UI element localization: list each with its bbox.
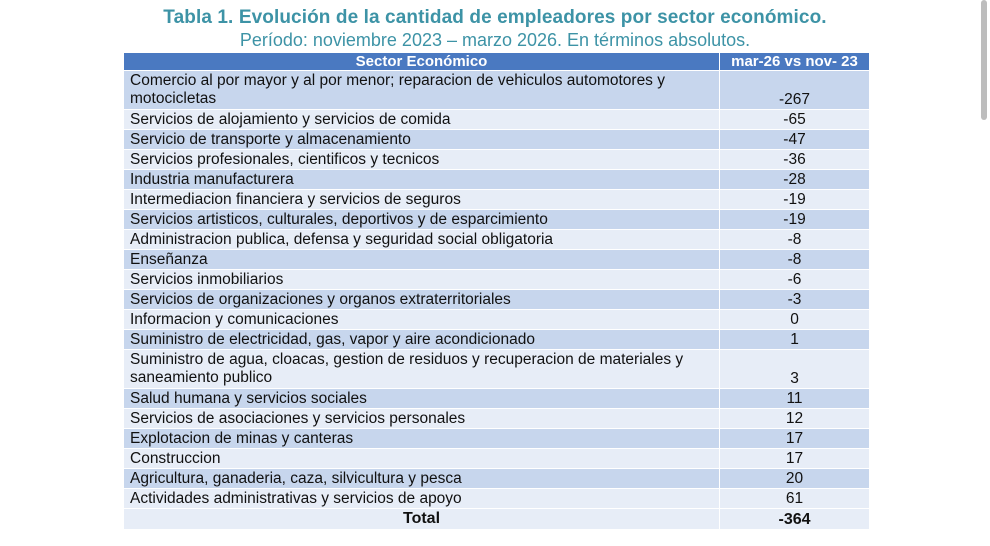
sector-cell: Industria manufacturera bbox=[124, 170, 720, 190]
sector-cell: Agricultura, ganaderia, caza, silvicultura y pesca bbox=[124, 469, 720, 489]
total-value: -364 bbox=[720, 509, 870, 530]
sector-cell: Servicio de transporte y almacenamiento bbox=[124, 130, 720, 150]
table-row bbox=[124, 210, 870, 230]
scrollbar-thumb[interactable] bbox=[981, 0, 987, 120]
table-header-row bbox=[124, 53, 870, 71]
sector-cell: Construccion bbox=[124, 449, 720, 469]
value-cell: 0 bbox=[720, 310, 870, 330]
value-cell: -3 bbox=[720, 290, 870, 310]
value-cell: -8 bbox=[720, 230, 870, 250]
value-cell: 17 bbox=[720, 449, 870, 469]
table-row bbox=[124, 409, 870, 429]
value-cell: 61 bbox=[720, 489, 870, 509]
table-title: Tabla 1. Evolución de la cantidad de empleadores por sector económico. bbox=[163, 7, 827, 28]
table-row bbox=[124, 230, 870, 250]
sector-cell: Servicios de asociaciones y servicios personales bbox=[124, 409, 720, 429]
sector-cell: Servicios de alojamiento y servicios de comida bbox=[124, 110, 720, 130]
table-row bbox=[124, 330, 870, 350]
table-row bbox=[124, 130, 870, 150]
table-row bbox=[124, 290, 870, 310]
sector-cell: Intermediacion financiera y servicios de seguros bbox=[124, 190, 720, 210]
table-subtitle: Período: noviembre 2023 – marzo 2026. En términos absolutos. bbox=[239, 30, 751, 50]
table-row bbox=[124, 190, 870, 210]
value-cell: -65 bbox=[720, 110, 870, 130]
sector-cell: Suministro de agua, cloacas, gestion de residuos y recuperacion de materiales y saneamiento publico bbox=[124, 350, 720, 389]
table-row bbox=[124, 110, 870, 130]
value-cell: 1 bbox=[720, 330, 870, 350]
sector-cell: Informacion y comunicaciones bbox=[124, 310, 720, 330]
table-row bbox=[124, 429, 870, 449]
table-row bbox=[124, 170, 870, 190]
table-row bbox=[124, 350, 870, 389]
sector-cell: Explotacion de minas y canteras bbox=[124, 429, 720, 449]
sector-cell: Servicios de organizaciones y organos extraterritoriales bbox=[124, 290, 720, 310]
value-cell: -19 bbox=[720, 190, 870, 210]
table-row bbox=[124, 389, 870, 409]
value-cell: 12 bbox=[720, 409, 870, 429]
table-body bbox=[124, 71, 870, 530]
table-row bbox=[124, 150, 870, 170]
value-cell: -28 bbox=[720, 170, 870, 190]
column-header-sector: Sector Económico bbox=[124, 53, 720, 71]
value-cell: 3 bbox=[720, 350, 870, 389]
sector-cell: Administracion publica, defensa y seguridad social obligatoria bbox=[124, 230, 720, 250]
sector-cell: Suministro de electricidad, gas, vapor y aire acondicionado bbox=[124, 330, 720, 350]
sector-cell: Servicios inmobiliarios bbox=[124, 270, 720, 290]
sector-cell: Comercio al por mayor y al por menor; reparacion de vehiculos automotores y motocicletas bbox=[124, 71, 720, 110]
value-cell: -6 bbox=[720, 270, 870, 290]
table-row bbox=[124, 270, 870, 290]
value-cell: -36 bbox=[720, 150, 870, 170]
sector-cell: Servicios profesionales, cientificos y tecnicos bbox=[124, 150, 720, 170]
employers-table bbox=[123, 52, 870, 530]
table-row bbox=[124, 449, 870, 469]
table-row bbox=[124, 250, 870, 270]
table-row bbox=[124, 489, 870, 509]
sector-cell: Servicios artisticos, culturales, deportivos y de esparcimiento bbox=[124, 210, 720, 230]
value-cell: -8 bbox=[720, 250, 870, 270]
table-row bbox=[124, 469, 870, 489]
table-row bbox=[124, 71, 870, 110]
value-cell: -19 bbox=[720, 210, 870, 230]
table-row bbox=[124, 310, 870, 330]
value-cell: 20 bbox=[720, 469, 870, 489]
sector-cell: Enseñanza bbox=[124, 250, 720, 270]
total-label: Total bbox=[124, 509, 720, 530]
sector-cell: Actividades administrativas y servicios de apoyo bbox=[124, 489, 720, 509]
sector-cell: Salud humana y servicios sociales bbox=[124, 389, 720, 409]
value-cell: 17 bbox=[720, 429, 870, 449]
total-row bbox=[124, 509, 870, 530]
value-cell: -47 bbox=[720, 130, 870, 150]
column-header-change: mar-26 vs nov- 23 bbox=[720, 53, 870, 71]
value-cell: -267 bbox=[720, 71, 870, 110]
value-cell: 11 bbox=[720, 389, 870, 409]
